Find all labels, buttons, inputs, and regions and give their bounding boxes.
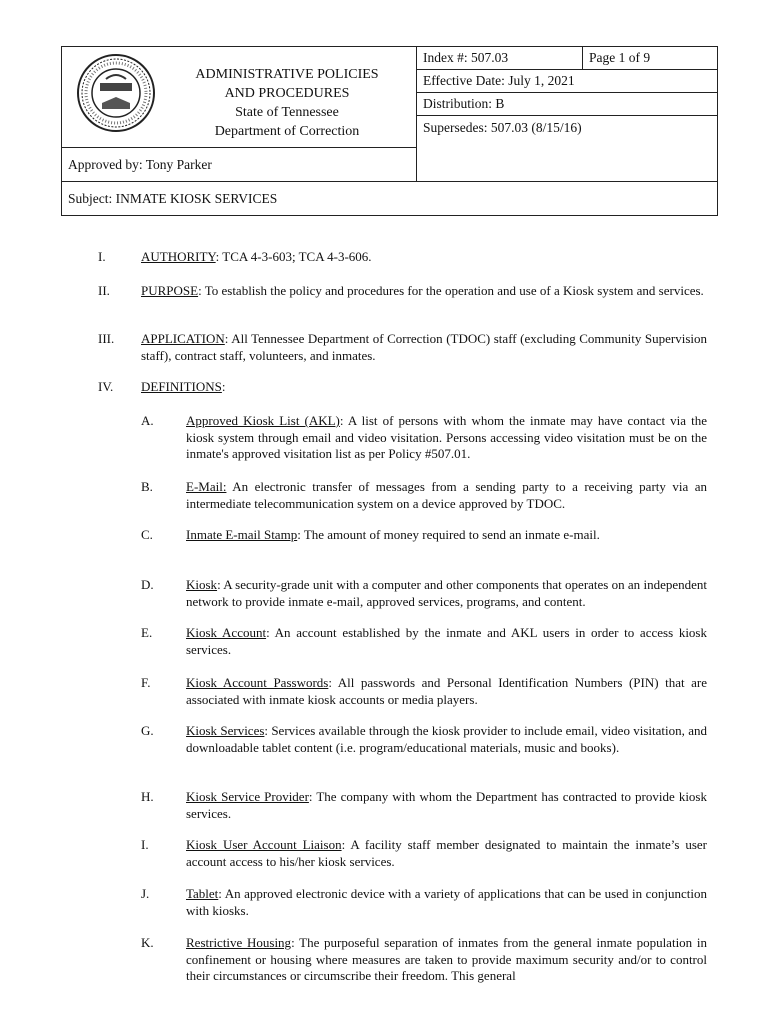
definition-letter: F. [141,675,151,690]
definition-letter: H. [141,789,154,804]
definition-term: Kiosk User Account Liaison [186,837,342,852]
definition-term: Tablet [186,886,219,901]
definition-text: : The amount of money required to send an inmate e-mail. [297,527,600,542]
definition-term: Approved Kiosk List (AKL) [186,413,340,428]
definition-text: : An approved electronic device with a variety of applications that can be used in conjunction with kiosks. [186,886,707,918]
effective-date: Effective Date: July 1, 2021 [417,70,718,93]
agency-line-1: ADMINISTRATIVE POLICIES [195,67,379,82]
definition-term: Kiosk [186,577,218,592]
definition-letter: G. [141,723,154,738]
header-table [61,46,718,216]
index-number: Index #: 507.03 [417,47,583,70]
section-title: APPLICATION [141,331,225,346]
section-text: : To establish the policy and procedures for the operation and use of a Kiosk system and services. [198,283,704,298]
definition-letter: A. [141,413,154,428]
section-number: I. [98,249,106,264]
definition-term: Kiosk Service Provider [186,789,309,804]
definition-text: : A facility staff member designated to maintain the inmate’s user account access to his/her kiosk services. [186,837,708,869]
subject: Subject: INMATE KIOSK SERVICES [62,182,718,216]
definition-text: : A security-grade unit with a computer and other components that operates on an independent network to provide inmate e-mail, approved services, programs, and content. [186,577,707,609]
definition-term: Kiosk Services [186,723,265,738]
definition-term: Restrictive Housing [186,935,292,950]
definition-text: : The company with whom the Department has contracted to provide kiosk services. [186,789,707,821]
definition-letter: C. [141,527,153,542]
agency-line-2: AND PROCEDURES [224,86,350,101]
section-number: II. [98,283,110,298]
definition-text: : A list of persons with whom the inmate may have contact via the kiosk system through email and video visitation. Persons accessing video visitation must be on the inmate's approved visitation list as per Policy #507.01. [186,413,707,461]
definition-letter: E. [141,625,153,640]
section-text: : TCA 4-3-603; TCA 4-3-606. [215,249,372,264]
definition-term: E-Mail: [186,479,227,494]
section-text: : [221,379,226,394]
definition-text: An electronic transfer of messages from a sending party to a receiving party via an intermediate telecommunication system on a device approved by TDOC. [186,479,707,511]
definition-text: : Services available through the kiosk provider to include email, video visitation, and downloadable tablet content (i.e. program/educational materials, music and books). [186,723,707,755]
agency-cell [62,47,417,148]
definition-term: Kiosk Account [186,625,267,640]
definition-text: : The purposeful separation of inmates from the general inmate population in confinement or housing where measures are taken to provide maximum security and/or to control their circumstances or circumscribe their freedom. This general [186,935,707,983]
agency-line-3: State of Tennessee [235,105,339,120]
definition-letter: J. [141,886,150,901]
definition-letter: I. [141,837,149,852]
definition-term: Inmate E-mail Stamp [186,527,298,542]
section-text: : All Tennessee Department of Correction (TDOC) staff (excluding Community Supervision staff), contract staff, volunteers, and inmates. [141,331,707,363]
approved-by: Approved by: Tony Parker [62,148,417,182]
distribution: Distribution: B [417,93,718,116]
section-number: III. [98,331,115,346]
definition-letter: B. [141,479,153,494]
definition-letter: K. [141,935,154,950]
section-number: IV. [98,379,114,394]
supersedes: Supersedes: 507.03 (8/15/16) [417,116,718,182]
definition-text: : An account established by the inmate and AKL users in order to access kiosk services. [186,625,707,657]
section-title: DEFINITIONS [141,379,222,394]
definition-text: : All passwords and Personal Identification Numbers (PIN) that are associated with inmate kiosk accounts or media players. [186,675,707,707]
section-title: PURPOSE [141,283,199,298]
state-seal-icon [76,53,156,133]
section-title: AUTHORITY [141,249,216,264]
agency-line-4: Department of Correction [214,124,360,139]
agency-name [158,65,416,141]
definition-letter: D. [141,577,154,592]
definition-term: Kiosk Account Passwords [186,675,329,690]
page-number: Page 1 of 9 [583,47,718,70]
